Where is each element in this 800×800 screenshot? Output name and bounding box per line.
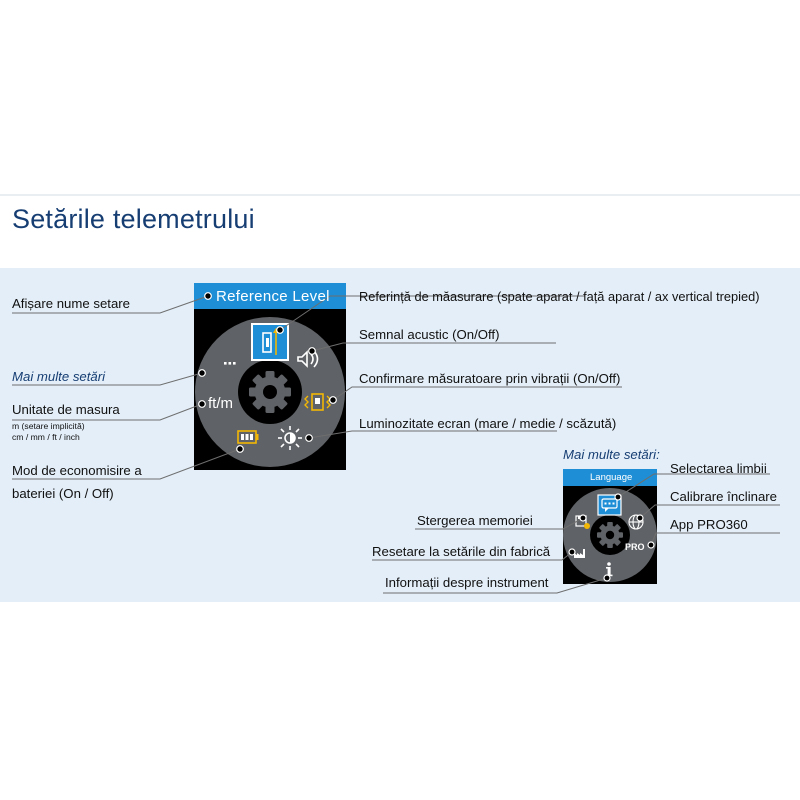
label-app: App PRO360 bbox=[670, 517, 748, 532]
main-device-screen bbox=[194, 283, 346, 470]
page-title: Setările telemetrului bbox=[12, 204, 255, 234]
label-more-settings-right: Mai multe setări: bbox=[563, 447, 660, 462]
more-settings-screen bbox=[563, 469, 657, 584]
more-screen-header: Language bbox=[590, 472, 633, 483]
label-more-settings-left: Mai multe setări bbox=[12, 369, 106, 384]
label-display-name: Afișare nume setare bbox=[12, 296, 131, 311]
pro360-icon: PRO bbox=[625, 542, 645, 552]
label-brightness: Luminozitate ecran (mare / medie / scăzută) bbox=[359, 416, 617, 431]
main-screen-header: Reference Level bbox=[216, 288, 330, 305]
label-reference: Referință de măasurare (spate aparat / față aparat / ax vertical trepied) bbox=[359, 289, 760, 304]
unit-icon-text: ft/m bbox=[208, 395, 233, 412]
label-language: Selectarea limbii bbox=[670, 461, 767, 476]
label-unit-note-1: m (setare implicită) bbox=[12, 421, 85, 431]
gear-icon bbox=[597, 522, 623, 548]
label-memory: Stergerea memoriei bbox=[417, 513, 533, 528]
label-battery-line-1: Mod de economisire a bbox=[12, 463, 142, 478]
label-unit-note-2: cm / mm / ft / inch bbox=[12, 432, 80, 442]
label-vibration: Confirmare măsuratoare prin vibrații (On/Off) bbox=[359, 371, 621, 386]
label-battery-line-2: bateriei (On / Off) bbox=[12, 486, 114, 501]
more-dots-icon bbox=[224, 362, 236, 365]
label-factory: Resetare la setările din fabrică bbox=[372, 544, 551, 559]
brightness-icon bbox=[278, 426, 302, 450]
label-info: Informații despre instrument bbox=[385, 575, 549, 590]
label-unit: Unitate de masura bbox=[12, 402, 120, 417]
label-acoustic: Semnal acustic (On/Off) bbox=[359, 327, 500, 342]
gear-icon bbox=[249, 371, 291, 413]
label-tilt: Calibrare înclinare bbox=[670, 489, 778, 504]
